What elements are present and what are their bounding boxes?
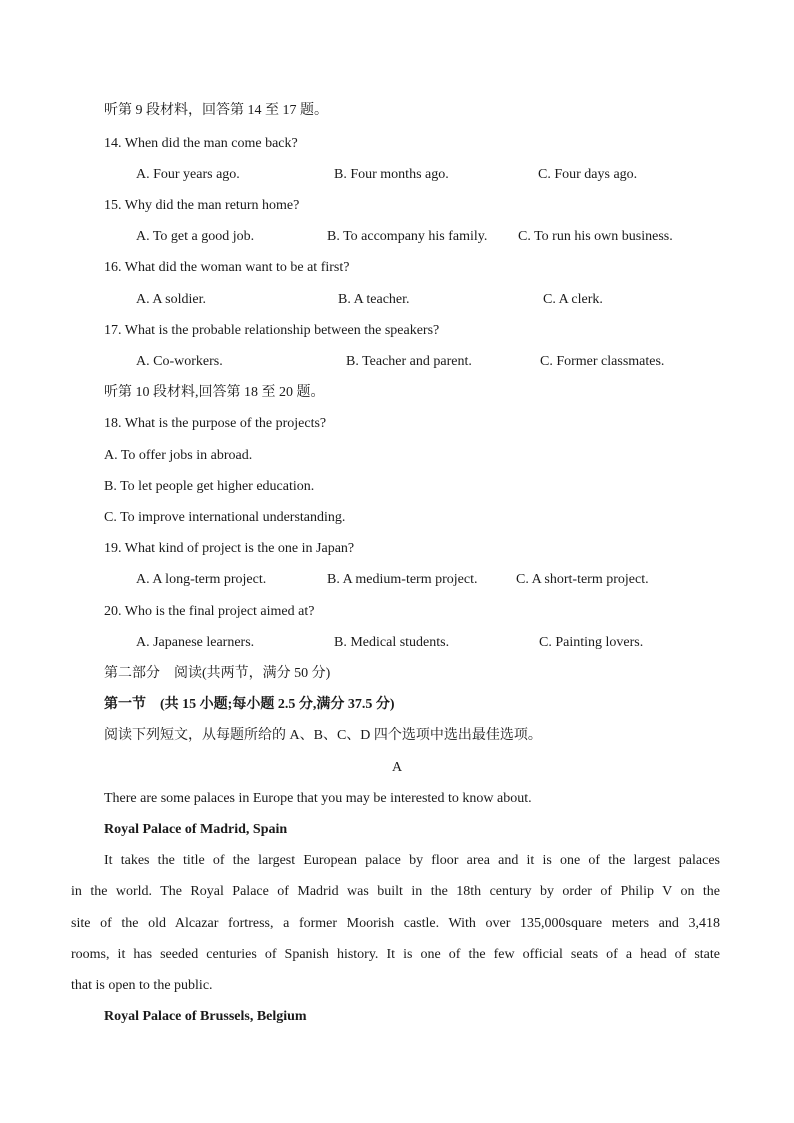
madrid-line-4: rooms, it has seeded centuries of Spanish history. It is one of the few official seats of a head of state xyxy=(71,947,720,962)
passage-label: A xyxy=(391,760,403,775)
question-14-option-b: B. Four months ago. xyxy=(334,167,449,182)
question-18-stem: 18. What is the purpose of the projects? xyxy=(104,416,327,431)
part2-header: 第二部分 阅读(共两节，满分 50 分) xyxy=(104,666,331,681)
passage-intro: There are some palaces in Europe that you may be interested to know about. xyxy=(104,791,532,806)
question-18-option-b: B. To let people get higher education. xyxy=(104,479,315,494)
question-20-option-a: A. Japanese learners. xyxy=(136,635,255,650)
question-19-stem: 19. What kind of project is the one in Japan? xyxy=(104,541,355,556)
question-16-option-c: C. A clerk. xyxy=(543,292,603,307)
question-20-option-c: C. Painting lovers. xyxy=(539,635,644,650)
question-18-option-a: A. To offer jobs in abroad. xyxy=(104,448,253,463)
reading-instructions: 阅读下列短文，从每题所给的 A、B、C、D 四个选项中选出最佳选项。 xyxy=(104,728,542,743)
question-19-option-b: B. A medium-term project. xyxy=(327,572,478,587)
brussels-title: Royal Palace of Brussels, Belgium xyxy=(104,1009,307,1024)
section10-header: 听第 10 段材料,回答第 18 至 20 题。 xyxy=(104,385,325,400)
question-20-option-b: B. Medical students. xyxy=(334,635,450,650)
madrid-line-5: that is open to the public. xyxy=(71,978,213,993)
question-15-option-b: B. To accompany his family. xyxy=(327,229,488,244)
question-17-option-c: C. Former classmates. xyxy=(540,354,665,369)
question-17-stem: 17. What is the probable relationship between the speakers? xyxy=(104,323,440,338)
madrid-title: Royal Palace of Madrid, Spain xyxy=(104,822,288,837)
madrid-line-3: site of the old Alcazar fortress, a former Moorish castle. With over 135,000square meters and 3,418 xyxy=(71,916,720,931)
madrid-line-1: It takes the title of the largest European palace by floor area and it is one of the largest palaces xyxy=(104,853,720,868)
question-19-option-a: A. A long-term project. xyxy=(136,572,267,587)
question-18-option-c: C. To improve international understanding. xyxy=(104,510,346,525)
question-19-option-c: C. A short-term project. xyxy=(516,572,649,587)
question-14-option-a: A. Four years ago. xyxy=(136,167,240,182)
question-17-option-b: B. Teacher and parent. xyxy=(346,354,472,369)
question-16-option-a: A. A soldier. xyxy=(136,292,207,307)
question-15-stem: 15. Why did the man return home? xyxy=(104,198,300,213)
question-16-option-b: B. A teacher. xyxy=(338,292,410,307)
question-16-stem: 16. What did the woman want to be at first? xyxy=(104,260,350,275)
section1-header: 第一节 (共 15 小题;每小题 2.5 分,满分 37.5 分) xyxy=(104,697,395,712)
madrid-line-2: in the world. The Royal Palace of Madrid was built in the 18th century by order of Philip V on the xyxy=(71,884,720,899)
question-15-option-a: A. To get a good job. xyxy=(136,229,255,244)
section9-header: 听第 9 段材料，回答第 14 至 17 题。 xyxy=(104,103,328,118)
question-14-option-c: C. Four days ago. xyxy=(538,167,638,182)
question-20-stem: 20. Who is the final project aimed at? xyxy=(104,604,315,619)
question-17-option-a: A. Co-workers. xyxy=(136,354,223,369)
question-15-option-c: C. To run his own business. xyxy=(518,229,673,244)
question-14-stem: 14. When did the man come back? xyxy=(104,136,298,151)
